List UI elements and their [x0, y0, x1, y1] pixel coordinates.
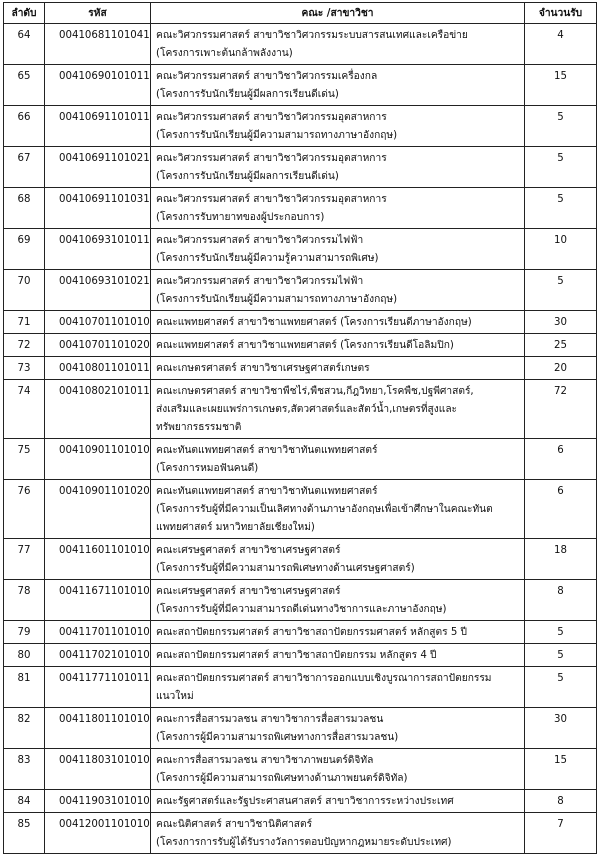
row-order: 64	[4, 24, 45, 65]
row-code: 00411671101010	[45, 580, 151, 621]
row-count: 8	[525, 580, 597, 621]
row-faculty-major	[151, 380, 525, 439]
row-faculty-major	[151, 813, 525, 854]
row-code: 00410691101031	[45, 188, 151, 229]
row-description-line: คณะเกษตรศาสตร์ สาขาวิชาพืชไร่,พืชสวน,กีฎวิทยา,โรคพืช,ปฐพีศาสตร์,	[156, 386, 474, 397]
row-description-line: คณะวิศวกรรมศาสตร์ สาขาวิชาวิศวกรรมอุตสาหการ	[156, 153, 387, 164]
table-row	[4, 813, 597, 854]
table-row	[4, 480, 597, 539]
table-row	[4, 334, 597, 357]
row-code: 00410701101010	[45, 311, 151, 334]
row-count: 5	[525, 270, 597, 311]
row-code: 00411702101010	[45, 644, 151, 667]
table-row	[4, 65, 597, 106]
table-row	[4, 147, 597, 188]
row-count: 6	[525, 480, 597, 539]
row-count: 5	[525, 621, 597, 644]
row-faculty-major	[151, 644, 525, 667]
table-row	[4, 357, 597, 380]
row-order: 84	[4, 790, 45, 813]
table-row	[4, 539, 597, 580]
row-description-line: (โครงการการรับผู้ได้รับรางวัลการตอบปัญหากฎหมายระดับประเทศ)	[156, 837, 452, 848]
row-order: 72	[4, 334, 45, 357]
row-order: 74	[4, 380, 45, 439]
row-faculty-major	[151, 24, 525, 65]
row-faculty-major	[151, 749, 525, 790]
row-code: 00411801101010	[45, 708, 151, 749]
row-code: 00410693101011	[45, 229, 151, 270]
row-description-line: (โครงการรับผู้ที่มีความสามารถดีเด่นทางวิชาการและภาษาอังกฤษ)	[156, 604, 447, 615]
row-order: 65	[4, 65, 45, 106]
row-count: 4	[525, 24, 597, 65]
row-count: 10	[525, 229, 597, 270]
row-description-line: คณะวิศวกรรมศาสตร์ สาขาวิชาวิศวกรรมอุตสาหการ	[156, 194, 387, 205]
row-description-line: คณะรัฐศาสตร์และรัฐประศาสนศาสตร์ สาขาวิชาการระหว่างประเทศ	[156, 796, 454, 807]
row-order: 67	[4, 147, 45, 188]
row-code: 00411771101011	[45, 667, 151, 708]
table-row	[4, 188, 597, 229]
row-faculty-major	[151, 621, 525, 644]
row-description-line: คณะเศรษฐศาสตร์ สาขาวิชาเศรษฐศาสตร์	[156, 545, 341, 556]
row-faculty-major	[151, 106, 525, 147]
row-description-line: (โครงการผู้มีความสามารถพิเศษทางด้านภาพยนตร์ดิจิทัล)	[156, 773, 408, 784]
row-description-line: ทรัพยากรธรรมชาติ	[156, 422, 242, 433]
row-count: 72	[525, 380, 597, 439]
row-description-line: แนวใหม่	[156, 691, 194, 702]
row-description-line: (โครงการรับนักเรียนผู้มีผลการเรียนดีเด่น)	[156, 89, 339, 100]
table-row	[4, 790, 597, 813]
table-body	[4, 24, 597, 854]
row-faculty-major	[151, 480, 525, 539]
row-order: 71	[4, 311, 45, 334]
row-description-line: คณะวิศวกรรมศาสตร์ สาขาวิชาวิศวกรรมไฟฟ้า	[156, 276, 364, 287]
header-code: รหัส	[45, 3, 151, 24]
row-description-line: (โครงการรับนักเรียนผู้มีความสามารถทางภาษาอังกฤษ)	[156, 130, 398, 141]
row-description-line: คณะวิศวกรรมศาสตร์ สาขาวิชาวิศวกรรมไฟฟ้า	[156, 235, 364, 246]
header-row	[4, 3, 597, 24]
row-description-line: (โครงการผู้มีความสามารถพิเศษทางการสื่อสารมวลชน)	[156, 732, 399, 743]
row-faculty-major	[151, 667, 525, 708]
row-faculty-major	[151, 439, 525, 480]
row-code: 00411601101010	[45, 539, 151, 580]
row-count: 6	[525, 439, 597, 480]
row-count: 25	[525, 334, 597, 357]
row-order: 80	[4, 644, 45, 667]
row-code: 00410901101010	[45, 439, 151, 480]
row-count: 5	[525, 667, 597, 708]
table-row	[4, 644, 597, 667]
row-count: 18	[525, 539, 597, 580]
row-description-line: (โครงการหมอฟันคนดี)	[156, 463, 259, 474]
row-description-line: (โครงการรับทายาทของผู้ประกอบการ)	[156, 212, 325, 223]
table-row	[4, 749, 597, 790]
table-row	[4, 311, 597, 334]
row-count: 5	[525, 106, 597, 147]
row-order: 75	[4, 439, 45, 480]
row-description-line: (โครงการรับผู้ที่มีความเป็นเลิศทางด้านภาษาอังกฤษเพื่อเข้าศึกษาในคณะทันต	[156, 504, 493, 515]
row-order: 79	[4, 621, 45, 644]
row-description-line: คณะทันตแพทยศาสตร์ สาขาวิชาทันตแพทยศาสตร์	[156, 486, 378, 497]
row-description-line: (โครงการรับนักเรียนผู้มีความรู้ความสามารถพิเศษ)	[156, 253, 379, 264]
row-faculty-major	[151, 539, 525, 580]
row-description-line: คณะวิศวกรรมศาสตร์ สาขาวิชาวิศวกรรมอุตสาหการ	[156, 112, 387, 123]
row-description-line: (โครงการรับนักเรียนผู้มีผลการเรียนดีเด่น)	[156, 171, 339, 182]
row-code: 00410693101021	[45, 270, 151, 311]
row-order: 77	[4, 539, 45, 580]
row-faculty-major	[151, 229, 525, 270]
row-order: 83	[4, 749, 45, 790]
table-row	[4, 621, 597, 644]
table-row	[4, 580, 597, 621]
row-count: 5	[525, 188, 597, 229]
row-order: 85	[4, 813, 45, 854]
row-description-line: คณะการสื่อสารมวลชน สาขาวิชาการสื่อสารมวลชน	[156, 714, 384, 725]
table-row	[4, 380, 597, 439]
row-description-line: (โครงการเพาะต้นกล้าพลังงาน)	[156, 48, 293, 59]
row-code: 00410690101011	[45, 65, 151, 106]
row-order: 70	[4, 270, 45, 311]
row-faculty-major	[151, 270, 525, 311]
row-order: 78	[4, 580, 45, 621]
row-count: 5	[525, 644, 597, 667]
row-faculty-major	[151, 188, 525, 229]
admission-table	[3, 2, 597, 854]
row-count: 5	[525, 147, 597, 188]
row-count: 7	[525, 813, 597, 854]
row-description-line: (โครงการรับนักเรียนผู้มีความสามารถทางภาษาอังกฤษ)	[156, 294, 398, 305]
table-row	[4, 24, 597, 65]
table-row	[4, 270, 597, 311]
row-count: 30	[525, 311, 597, 334]
row-code: 00411903101010	[45, 790, 151, 813]
row-faculty-major	[151, 708, 525, 749]
row-faculty-major	[151, 790, 525, 813]
row-description-line: คณะนิติศาสตร์ สาขาวิชานิติศาสตร์	[156, 819, 313, 830]
row-count: 8	[525, 790, 597, 813]
row-description-line: ส่งเสริมและเผยแพร่การเกษตร,สัตวศาสตร์และสัตว์น้ำ,เกษตรที่สูงและ	[156, 404, 458, 415]
row-description-line: คณะสถาปัตยกรรมศาสตร์ สาขาวิชาสถาปัตยกรรม หลักสูตร 4 ปี	[156, 650, 437, 661]
row-code: 00412001101010	[45, 813, 151, 854]
row-description-line: แพทยศาสตร์ มหาวิทยาลัยเชียงใหม่)	[156, 522, 315, 533]
row-count: 15	[525, 65, 597, 106]
row-code: 00410801101011	[45, 357, 151, 380]
row-description-line: คณะแพทยศาสตร์ สาขาวิชาแพทยศาสตร์ (โครงการเรียนดีโอลิมปิก)	[156, 340, 454, 351]
row-description-line: คณะเศรษฐศาสตร์ สาขาวิชาเศรษฐศาสตร์	[156, 586, 341, 597]
header-count: จำนวนรับ	[525, 3, 597, 24]
table-row	[4, 667, 597, 708]
row-description-line: คณะแพทยศาสตร์ สาขาวิชาแพทยศาสตร์ (โครงการเรียนดีภาษาอังกฤษ)	[156, 317, 472, 328]
table-row	[4, 439, 597, 480]
row-code: 00410802101011	[45, 380, 151, 439]
row-order: 81	[4, 667, 45, 708]
table-row	[4, 106, 597, 147]
row-code: 00411803101010	[45, 749, 151, 790]
row-code: 00410691101011	[45, 106, 151, 147]
row-description-line: คณะสถาปัตยกรรมศาสตร์ สาขาวิชาสถาปัตยกรรมศาสตร์ หลักสูตร 5 ปี	[156, 627, 468, 638]
row-description-line: คณะเกษตรศาสตร์ สาขาวิชาเศรษฐศาสตร์เกษตร	[156, 363, 370, 374]
row-description-line: คณะทันตแพทยศาสตร์ สาขาวิชาทันตแพทยศาสตร์	[156, 445, 378, 456]
row-order: 82	[4, 708, 45, 749]
row-faculty-major	[151, 311, 525, 334]
row-order: 73	[4, 357, 45, 380]
row-order: 76	[4, 480, 45, 539]
row-count: 30	[525, 708, 597, 749]
header-order: ลำดับ	[4, 3, 45, 24]
row-code: 00410901101020	[45, 480, 151, 539]
row-description-line: คณะการสื่อสารมวลชน สาขาวิชาภาพยนตร์ดิจิทัล	[156, 755, 374, 766]
row-code: 00410701101020	[45, 334, 151, 357]
row-code: 00410681101041	[45, 24, 151, 65]
row-description-line: คณะสถาปัตยกรรมศาสตร์ สาขาวิชาการออกแบบเชิงบูรณาการสถาปัตยกรรม	[156, 673, 492, 684]
row-description-line: คณะวิศวกรรมศาสตร์ สาขาวิชาวิศวกรรมเครื่องกล	[156, 71, 378, 82]
row-order: 69	[4, 229, 45, 270]
row-code: 00411701101010	[45, 621, 151, 644]
row-faculty-major	[151, 357, 525, 380]
row-count: 15	[525, 749, 597, 790]
table-row	[4, 229, 597, 270]
row-order: 66	[4, 106, 45, 147]
row-description-line: (โครงการรับผู้ที่มีความสามารถพิเศษทางด้านเศรษฐศาสตร์)	[156, 563, 415, 574]
row-faculty-major	[151, 147, 525, 188]
row-order: 68	[4, 188, 45, 229]
row-description-line: คณะวิศวกรรมศาสตร์ สาขาวิชาวิศวกรรมระบบสารสนเทศและเครือข่าย	[156, 30, 468, 41]
table-row	[4, 708, 597, 749]
row-faculty-major	[151, 334, 525, 357]
row-code: 00410691101021	[45, 147, 151, 188]
header-faculty-major: คณะ /สาขาวิชา	[151, 3, 525, 24]
row-faculty-major	[151, 65, 525, 106]
row-faculty-major	[151, 580, 525, 621]
row-count: 20	[525, 357, 597, 380]
